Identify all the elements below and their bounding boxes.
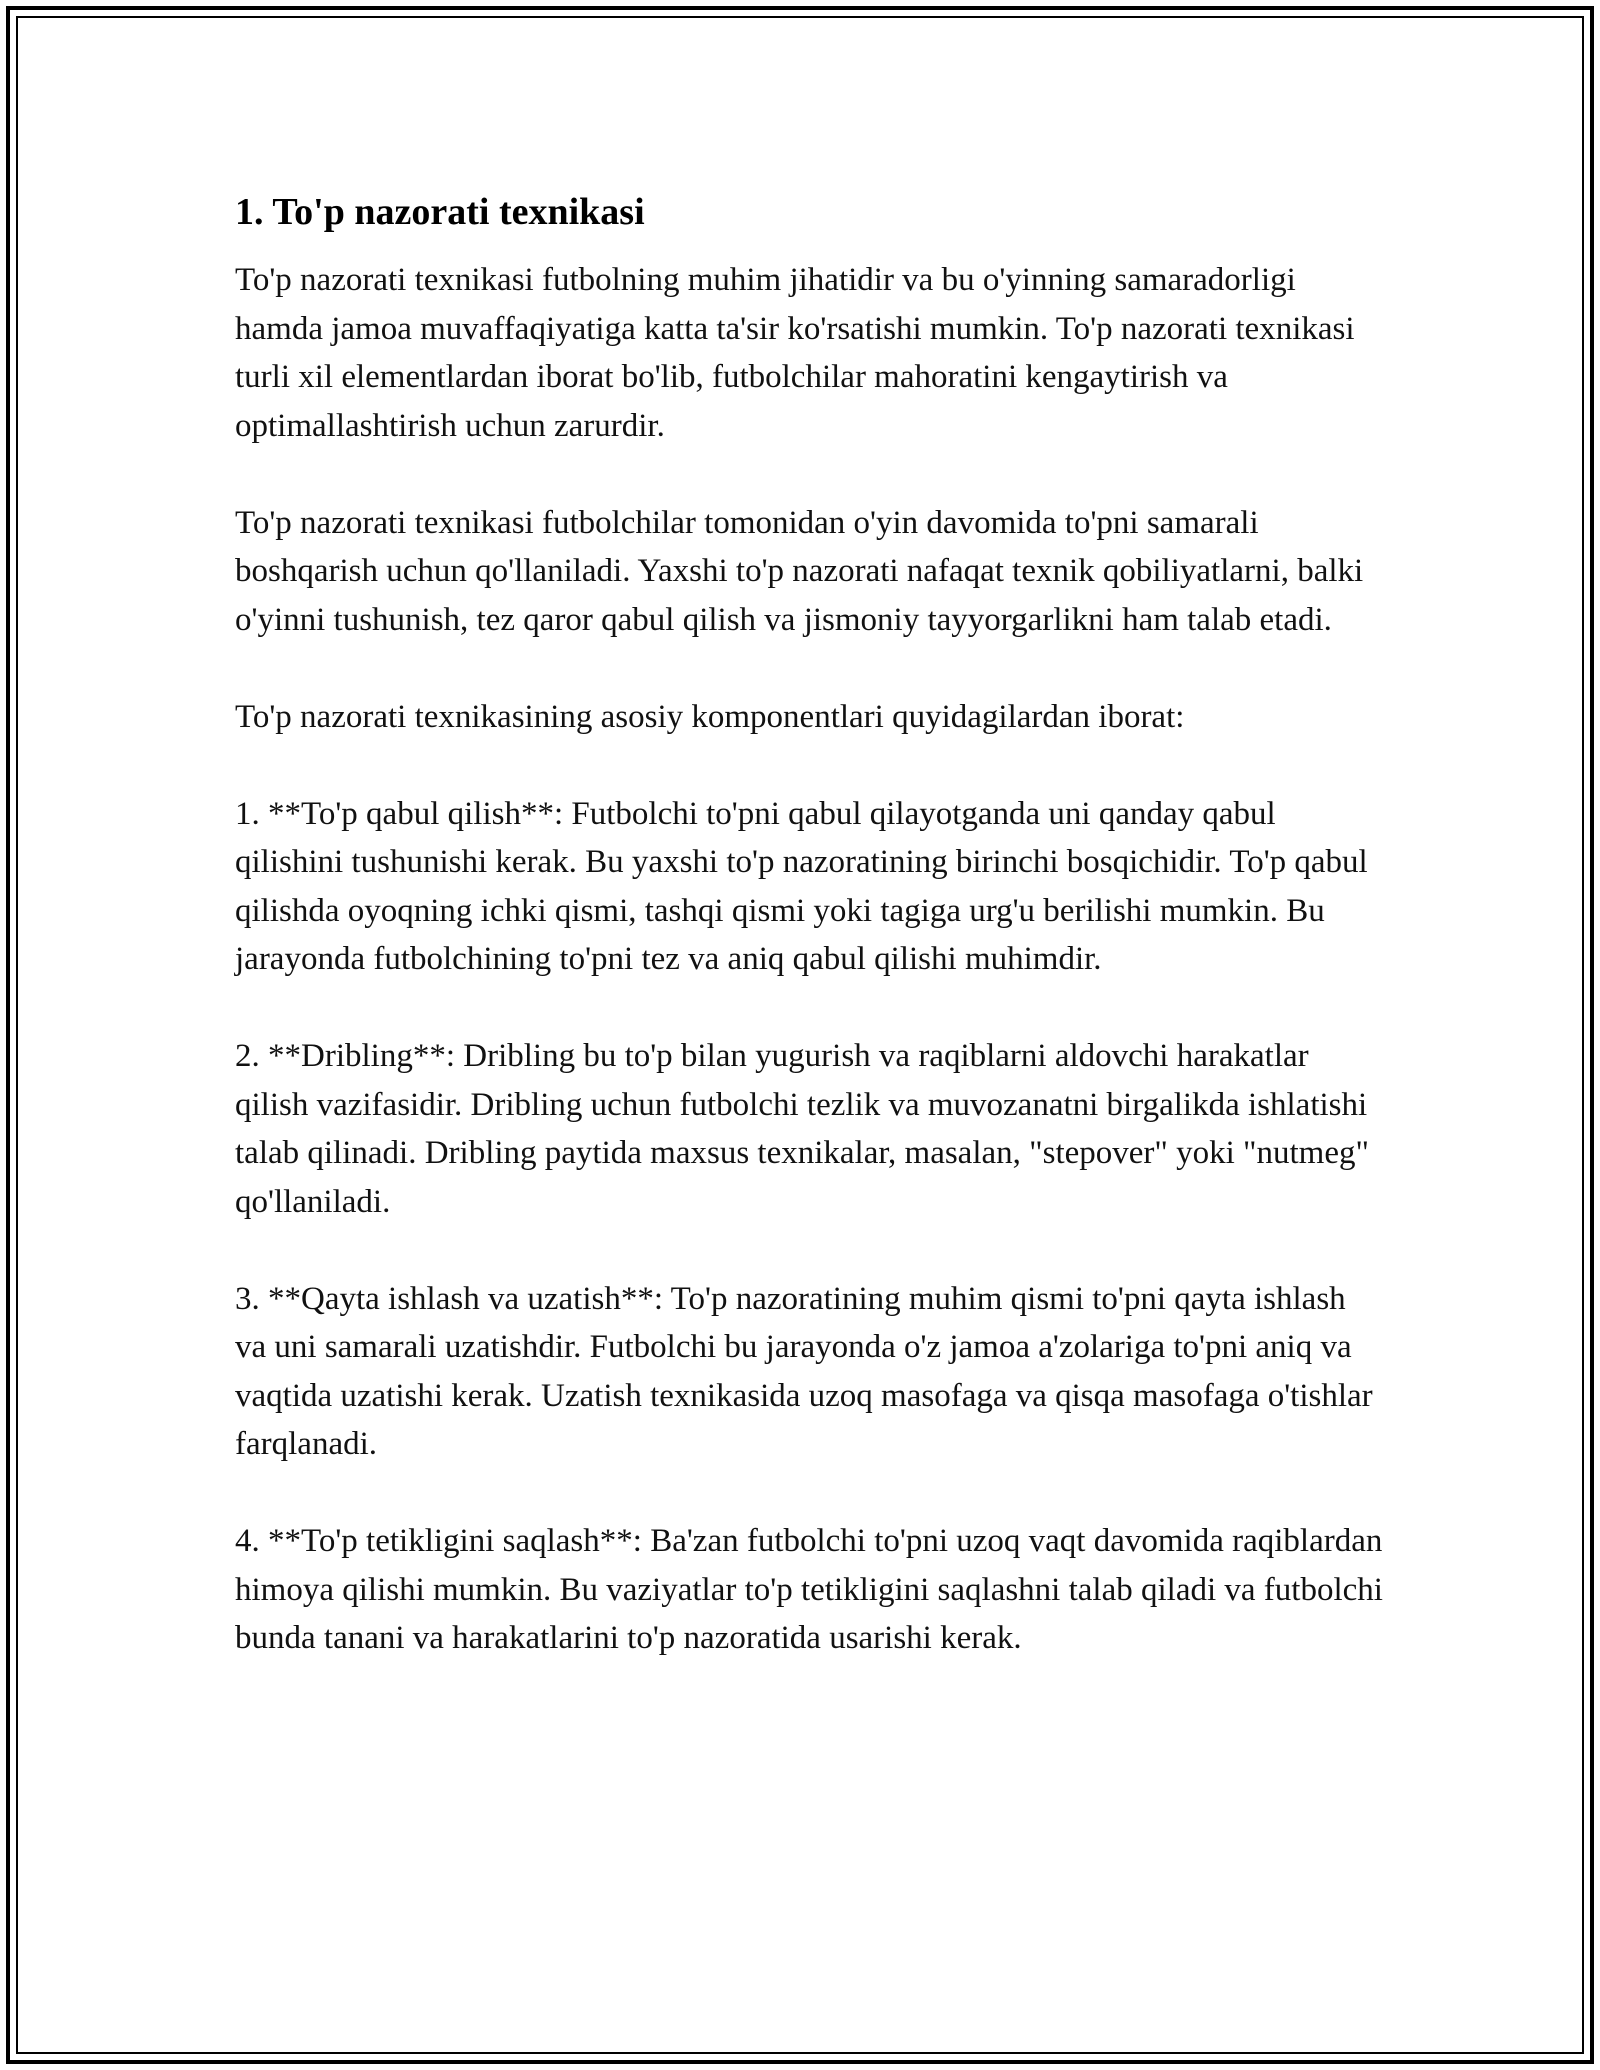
paragraph-components-intro: To'p nazorati texnikasining asosiy komponentlari quyidagilardan iborat: (235, 698, 1185, 735)
list-item-ball-receiving: 1. **To'p qabul qilish**: Futbolchi to'pni qabul qilayotganda uni qanday qabul qilishini tushunishi kerak. Bu yaxshi to'p nazoratining birinchi bosqichidir. To'p qabul qilishda oyoqning ichki qismi, tashqi qismi yoki tagiga urg'u berilishi mumkin. Bu jarayonda futbolchining to'pni tez va aniq qabul qilishi muhimdir. (235, 795, 1368, 977)
document-body (235, 180, 1385, 1711)
section-heading: 1. To'p nazorati texnikasi (235, 191, 645, 233)
paragraph-usage: To'p nazorati texnikasi futbolchilar tomonidan o'yin davomida to'pni samarali boshqarish uchun qo'llaniladi. Yaxshi to'p nazorati nafaqat texnik qobiliyatlarni, balki o'yinni tushunish, tez qaror qabul qilish va jismoniy tayyorgarlikni ham talab etadi. (235, 504, 1364, 638)
list-item-dribbling: 2. **Dribling**: Dribling bu to'p bilan yugurish va raqiblarni aldovchi harakatlar qilish vazifasidir. Dribling uchun futbolchi tezlik va muvozanatni birgalikda ishlatishi talab qilinadi. Dribling paytida maxsus texnikalar, masalan, "stepover" yoki "nutmeg" qo'llaniladi. (235, 1038, 1369, 1220)
list-item-ball-shielding: 4. **To'p tetikligini saqlash**: Ba'zan futbolchi to'pni uzoq vaqt davomida raqiblardan himoya qilishi mumkin. Bu vaziyatlar to'p tetikligini saqlashni talab qiladi va futbolchi bunda tanani va harakatlarini to'p nazoratida usarishi kerak. (235, 1523, 1383, 1656)
paragraph-intro: To'p nazorati texnikasi futbolning muhim jihatidir va bu o'yinning samaradorligi hamda jamoa muvaffaqiyatiga katta ta'sir ko'rsatishi mumkin. To'p nazorati texnikasi turli xil elementlardan iborat bo'lib, futbolchilar mahoratini kengaytirish va optimallashtirish uchun zarurdir. (235, 262, 1355, 444)
list-item-processing-passing: 3. **Qayta ishlash va uzatish**: To'p nazoratining muhim qismi to'pni qayta ishlash va uni samarali uzatishdir. Futbolchi bu jarayonda o'z jamoa a'zolariga to'pni aniq va vaqtida uzatishi kerak. Uzatish texnikasida uzoq masofaga va qisqa masofaga o'tishlar farqlanadi. (235, 1280, 1373, 1462)
